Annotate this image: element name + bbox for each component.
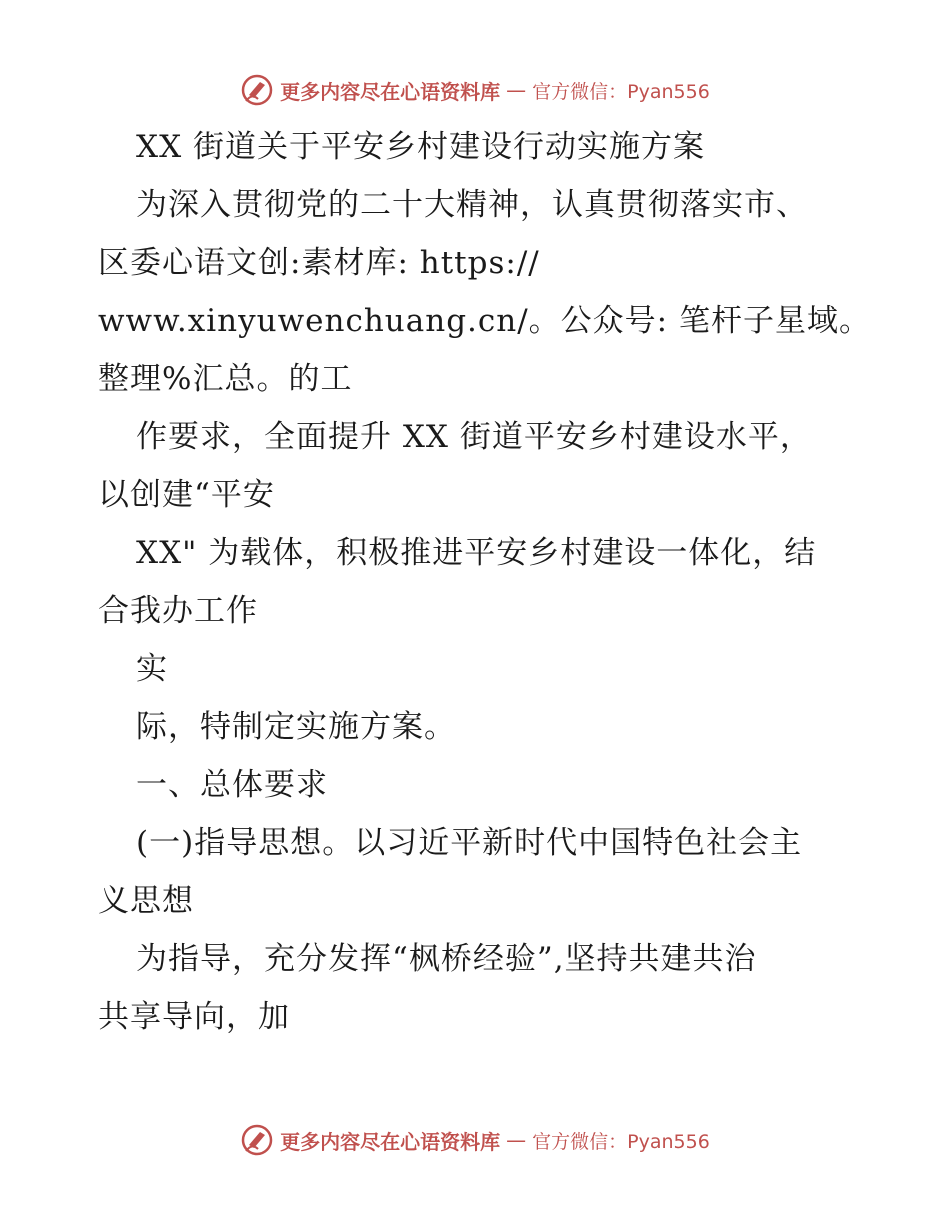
header-watermark — [0, 70, 950, 110]
watermark-separator: — — [506, 1128, 527, 1152]
document-title: XX 街道关于平安乡村建设行动实施方案 — [136, 129, 705, 165]
paragraph-line: 作要求，全面提升 XX 街道平安乡村建设水平， — [136, 419, 812, 455]
paragraph-line: 区委心语文创:素材库: https:// — [98, 245, 540, 281]
footer-watermark — [0, 1120, 950, 1160]
paragraph-line: 际，特制定实施方案。 — [136, 709, 456, 745]
paragraph-line: XX" 为载体，积极推进平安乡村建设一体化，结 — [136, 535, 817, 571]
paragraph-line: 为深入贯彻党的二十大精神，认真贯彻落实市、 — [136, 187, 808, 223]
watermark-brand-text: 更多内容尽在心语资料库 — [280, 1129, 501, 1154]
watermark-brand-text: 更多内容尽在心语资料库 — [280, 79, 501, 104]
watermark-wechat-text: 官方微信：Pyan556 — [532, 80, 710, 103]
brand-logo-icon — [240, 73, 274, 107]
watermark-wechat-text: 官方微信：Pyan556 — [532, 1130, 710, 1153]
paragraph-line: 共享导向，加 — [98, 999, 290, 1035]
paragraph-line: 合我办工作 — [98, 593, 258, 629]
paragraph-line: www.xinyuwenchuang.cn/。公众号: 笔杆子星域。 — [98, 303, 871, 339]
paragraph-line: 实 — [136, 651, 168, 687]
paragraph-line: 整理%汇总。的工 — [98, 361, 353, 397]
document-body — [98, 118, 871, 1046]
brand-logo-icon — [240, 1123, 274, 1157]
section-heading: 一、总体要求 — [136, 767, 328, 803]
paragraph-line: (一)指导思想。以习近平新时代中国特色社会主 — [136, 825, 803, 861]
watermark-separator: — — [506, 78, 527, 102]
paragraph-line: 以创建“平安 — [98, 477, 275, 513]
paragraph-line: 义思想 — [98, 883, 194, 919]
paragraph-line: 为指导，充分发挥“枫桥经验”,坚持共建共治 — [136, 941, 757, 977]
